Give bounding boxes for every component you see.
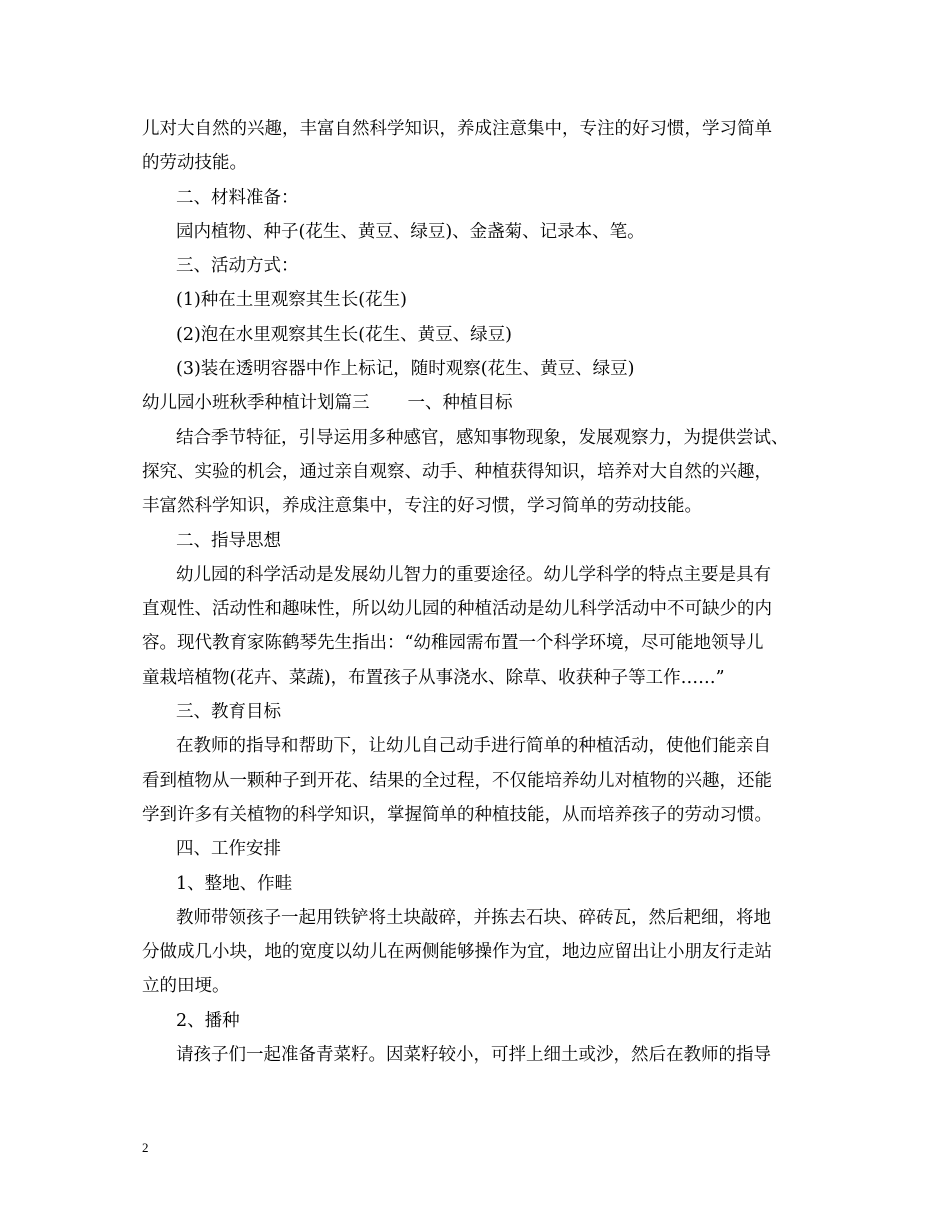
- text-line: 1、整地、作畦: [176, 873, 293, 894]
- text-line: 三、活动方式：: [176, 256, 299, 277]
- text-line: 园内植物、种子(花生、黄豆、绿豆)、金盏菊、记录本、笔。: [176, 221, 645, 242]
- page-number: 2: [142, 1140, 149, 1155]
- text-line: 儿对大自然的兴趣，丰富自然科学知识，养成注意集中，专注的好习惯，学习简单: [142, 119, 772, 139]
- text-line: 学到许多有关植物的科学知识，掌握简单的种植技能，从而培养孩子的劳动习惯。: [142, 804, 772, 825]
- text-line: (2)泡在水里观察其生长(花生、黄豆、绿豆): [176, 324, 512, 345]
- text-line: 看到植物从一颗种子到开花、结果的全过程，不仅能培养幼儿对植物的兴趣，还能: [142, 770, 772, 791]
- text-line: 丰富然科学知识，养成注意集中，专注的好习惯，学习简单的劳动技能。: [142, 496, 702, 517]
- text-line: 幼儿园的科学活动是发展幼儿智力的重要途径。幼儿学科学的特点主要是具有: [176, 564, 771, 585]
- paragraph-block-bottom: [142, 421, 822, 1073]
- text-line: 探究、实验的机会，通过亲自观察、动手、种植获得知识，培养对大自然的兴趣，: [142, 461, 772, 482]
- text-line: 结合季节特征，引导运用多种感官，感知事物现象，发展观察力，为提供尝试、: [176, 427, 789, 448]
- text-line: 教师带领孩子一起用铁铲将土块敲碎，并拣去石块、碎砖瓦，然后耙细，将地: [176, 907, 771, 928]
- section-title: 幼儿园小班秋季种植计划篇三: [142, 393, 370, 414]
- text-line: 分做成几小块，地的宽度以幼儿在两侧能够操作为宜，地边应留出让小朋友行走站: [142, 942, 772, 963]
- text-line: 童栽培植物(花卉、菜蔬)，布置孩子从事浇水、除草、收获种子等工作……”: [142, 667, 725, 688]
- text-line: (1)种在土里观察其生长(花生): [176, 290, 407, 311]
- text-line: 四、工作安排: [176, 839, 281, 860]
- text-line: 二、指导思想: [176, 530, 281, 551]
- text-line: 立的田埂。: [142, 976, 230, 997]
- text-line: 二、材料准备：: [176, 187, 299, 208]
- text-line: 的劳动技能。: [142, 153, 247, 174]
- text-line: 直观性、活动性和趣味性，所以幼儿园的种植活动是幼儿科学活动中不可缺少的内: [142, 599, 772, 620]
- text-line: (3)装在透明容器中作上标记，随时观察(花生、黄豆、绿豆): [176, 359, 635, 380]
- text-line: 三、教育目标: [176, 702, 281, 723]
- paragraph-block-top: [142, 112, 822, 386]
- text-line: 2、播种: [176, 1010, 240, 1031]
- section-title-line: [142, 386, 822, 420]
- document-body: [142, 112, 822, 1072]
- text-line: 在教师的指导和帮助下，让幼儿自己动手进行简单的种植活动，使他们能亲自: [176, 736, 771, 757]
- section-first-heading: 一、种植目标: [407, 393, 513, 414]
- text-line: 容。现代教育家陈鹤琴先生指出：“幼稚园需布置一个科学环境，尽可能地领导儿: [142, 633, 764, 654]
- text-line: 请孩子们一起准备青菜籽。因菜籽较小，可拌上细土或沙，然后在教师的指导: [176, 1045, 771, 1066]
